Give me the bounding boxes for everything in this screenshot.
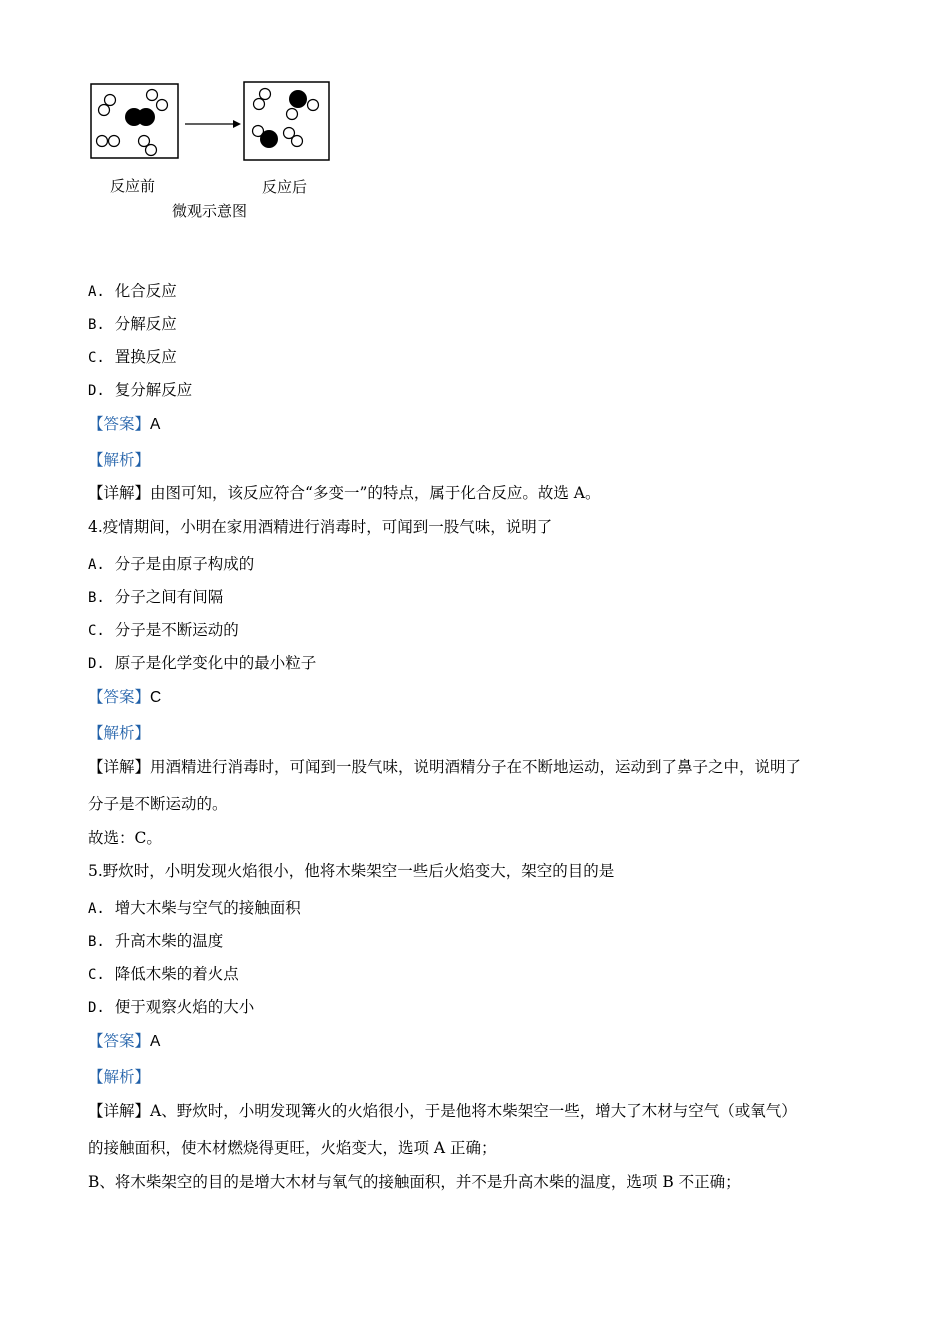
- answer-tag: 【答案】: [88, 1032, 151, 1050]
- atom-white: [308, 100, 319, 111]
- before-label: 反应前: [110, 177, 156, 195]
- answer-tag: 【答案】: [88, 688, 151, 706]
- q5-option-b: B. 升高木柴的温度: [88, 932, 224, 950]
- q3-option-b: B. 分解反应: [88, 315, 177, 333]
- q5-answer: 【答案】A: [88, 1032, 161, 1050]
- atom-black: [260, 130, 278, 148]
- atom-white: [157, 100, 168, 111]
- arrow-head: [233, 120, 241, 128]
- q4-option-c: C. 分子是不断运动的: [88, 621, 239, 639]
- q5-option-a: A. 增大木柴与空气的接触面积: [88, 899, 301, 917]
- atom-white: [292, 136, 303, 147]
- q3-detail: 【详解】由图可知，该反应符合“多变一”的特点，属于化合反应。故选 A。: [88, 484, 601, 502]
- atom-white: [105, 95, 116, 106]
- q4-stem: 4.疫情期间，小明在家用酒精进行消毒时，可闻到一股气味，说明了: [88, 518, 553, 536]
- atom-white: [260, 89, 271, 100]
- atom-white: [109, 136, 120, 147]
- q4-answer: 【答案】C: [88, 688, 162, 706]
- q4-conclusion: 故选：C。: [88, 829, 162, 847]
- q5-analysis-tag: 【解析】: [88, 1068, 151, 1086]
- q5-detail-line1: 【详解】A、野炊时，小明发现篝火的火焰很小，于是他将木柴架空一些，增大了木材与空气（或氧气）: [88, 1102, 797, 1120]
- q5-detail-line3: B、将木柴架空的目的是增大木材与氧气的接触面积，并不是升高木柴的温度，选项 B 不正确；: [88, 1173, 741, 1191]
- q4-option-a: A. 分子是由原子构成的: [88, 555, 255, 573]
- reaction-diagram-figure: [88, 78, 348, 178]
- atom-black: [137, 108, 155, 126]
- atom-black: [289, 90, 307, 108]
- atom-white: [287, 109, 298, 120]
- q3-answer: 【答案】A: [88, 415, 161, 433]
- diagram-caption: 微观示意图: [172, 202, 248, 220]
- atom-white: [99, 105, 110, 116]
- after-label: 反应后: [262, 178, 308, 196]
- q3-option-c: C. 置换反应: [88, 348, 177, 366]
- q4-option-b: B. 分子之间有间隔: [88, 588, 224, 606]
- atom-white: [147, 90, 158, 101]
- q5-option-c: C. 降低木柴的着火点: [88, 965, 239, 983]
- q3-option-d: D. 复分解反应: [88, 381, 193, 399]
- q4-detail-line2: 分子是不断运动的。: [88, 795, 228, 813]
- q5-stem: 5.野炊时，小明发现火焰很小，他将木柴架空一些后火焰变大，架空的目的是: [88, 862, 615, 880]
- atom-white: [254, 99, 265, 110]
- q4-analysis-tag: 【解析】: [88, 724, 151, 742]
- atom-white: [146, 145, 157, 156]
- q3-option-a: A. 化合反应: [88, 282, 177, 300]
- q5-detail-line2: 的接触面积，使木材燃烧得更旺，火焰变大，选项 A 正确；: [88, 1139, 497, 1157]
- q4-detail-line1: 【详解】用酒精进行消毒时，可闻到一股气味，说明酒精分子在不断地运动，运动到了鼻子之中，说明了: [88, 758, 802, 776]
- after-box: [244, 82, 329, 160]
- q5-option-d: D. 便于观察火焰的大小: [88, 998, 255, 1016]
- q4-option-d: D. 原子是化学变化中的最小粒子: [88, 654, 317, 672]
- atom-white: [97, 136, 108, 147]
- answer-tag: 【答案】: [88, 415, 151, 433]
- q3-analysis-tag: 【解析】: [88, 451, 151, 469]
